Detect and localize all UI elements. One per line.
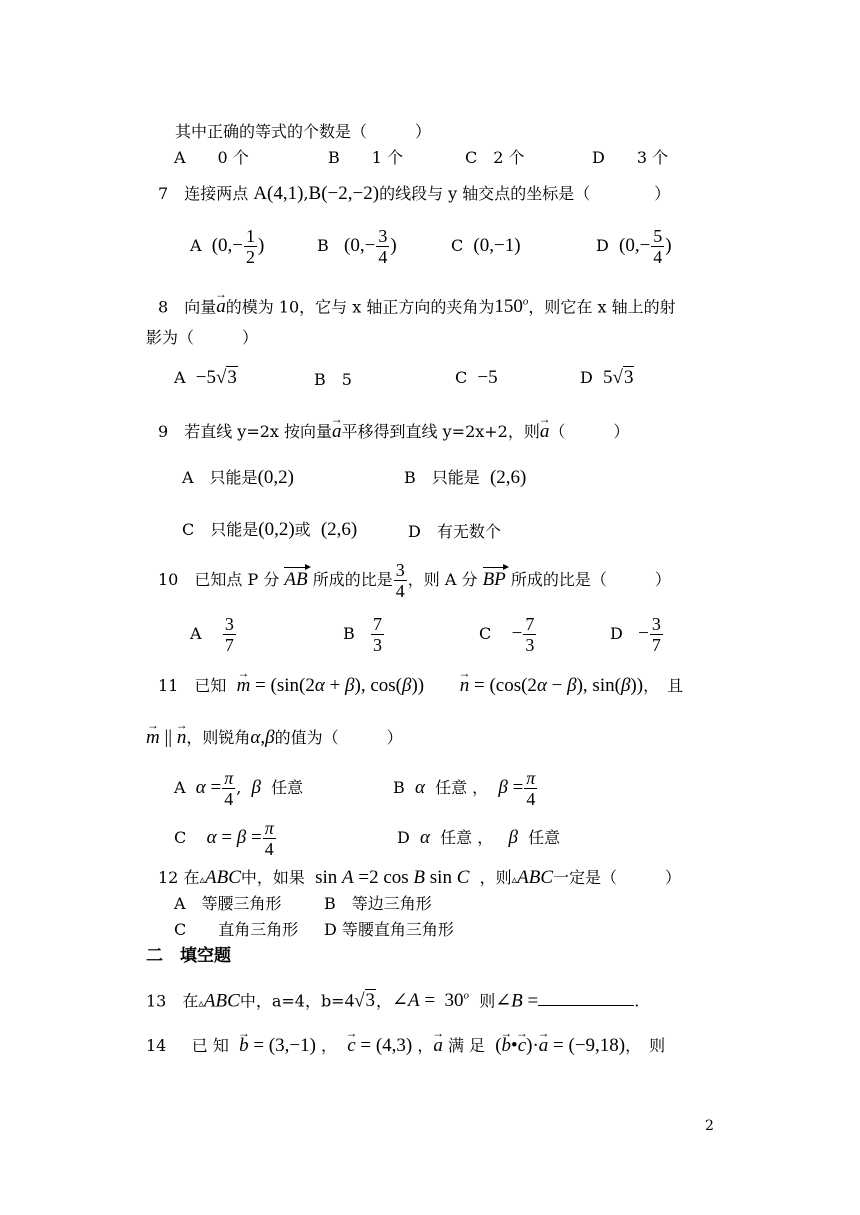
q10-option-d: D − $\frac{3}{7}$ [610, 614, 661, 655]
q11-stem-line1: 11 已知 → m = (sin(2α + β), cos(β)) → n = (cos(2α − β), sin(β))， 且 [158, 676, 683, 696]
q9-option-d: D 有无数个 [408, 522, 501, 541]
q13-stem: 13 在▵ABC中，a=4，b=4√3，∠A = 30$^o$ 则∠B = . [146, 990, 640, 1012]
q12-stem: 12 在▵ABC中，如果 sin A =2 cos B sin C ，则▵ABC一定是（ ） [158, 867, 682, 888]
q14-stem: 14 已 知 → b = (3,−1) ， → c = (4,3) ，→ a 满 足 (→ b•→ c)·→ a = (−9,18)， 则 [146, 1036, 665, 1056]
q7-stem: 7 连接两点 A(4,1),B(−2,−2)的线段与 y 轴交点的坐标是（ ） [158, 183, 671, 204]
q8-stem-line2: 影为（ ） [146, 328, 259, 347]
q12-option-d: D 等腰直角三角形 [324, 920, 454, 939]
q6-option-d: D 3 个 [592, 148, 669, 167]
q9-option-b: B 只能是 (2,6) [404, 467, 527, 488]
q6-option-b: B 1 个 [328, 148, 404, 167]
q9-stem: 9 若直线 y=2x 按向量→ a平移得到直线 y=2x+2，则→ a（ ） [158, 422, 629, 442]
q8-option-a: A −5√3 [174, 367, 237, 388]
section-heading: 二 填空题 [146, 946, 231, 966]
q7-option-c: C (0,−1) [451, 235, 521, 256]
q6-option-c: C 2 个 [465, 148, 525, 167]
q11-option-d: D α 任意 ， β 任意 [397, 827, 561, 848]
q10-option-b: B $\frac{7}{3}$ [343, 614, 383, 655]
q8-option-d: D 5√3 [580, 367, 634, 388]
q11-option-b: B α 任意 ， β = $\frac{\pi}{4}$ [393, 768, 536, 809]
q8-stem-line1: 8 向量→ a的模为 10，它与 x 轴正方向的夹角为150$^o$，则它在 x 轴上的射 [158, 292, 676, 317]
q9-option-a: A 只能是(0,2) [182, 467, 294, 488]
q9-option-c: C 只能是(0,2)或 (2,6) [182, 519, 358, 540]
q6-stem: 其中正确的等式的个数是（ ） [175, 122, 432, 141]
q7-option-a: A (0,− $\frac{1}{2}$ ) [190, 226, 265, 267]
q12-option-a: A 等腰三角形 [174, 894, 282, 913]
q10-option-c: C − $\frac{7}{3}$ [479, 614, 535, 655]
q7-option-d: D (0,− $\frac{5}{4}$ ) [596, 226, 672, 267]
q6-option-a: A 0 个 [174, 148, 249, 167]
q11-option-a: A α = $\frac{\pi}{4}$ , β 任意 [174, 768, 304, 809]
q10-option-a: A $\frac{3}{7}$ [190, 614, 234, 655]
q8-option-c: C −5 [455, 367, 498, 388]
q12-option-c: C 直角三角形 [174, 920, 299, 939]
page-number: 2 [705, 1118, 714, 1134]
q10-stem: 10 已知点 P 分 AB 所成的比是 $\frac{3}{4}$ ，则 A 分 BP 所成的比是（ ） [158, 560, 671, 601]
q8-option-b: B 5 [314, 370, 352, 389]
q11-option-c: C α = β = $\frac{\pi}{4}$ [174, 818, 274, 859]
q7-option-b: B (0,− $\frac{3}{4}$ ) [317, 226, 397, 267]
q12-option-b: B 等边三角形 [324, 894, 432, 913]
q11-stem-line2: → m || → n，则锐角α,β的值为（ ） [146, 728, 403, 748]
